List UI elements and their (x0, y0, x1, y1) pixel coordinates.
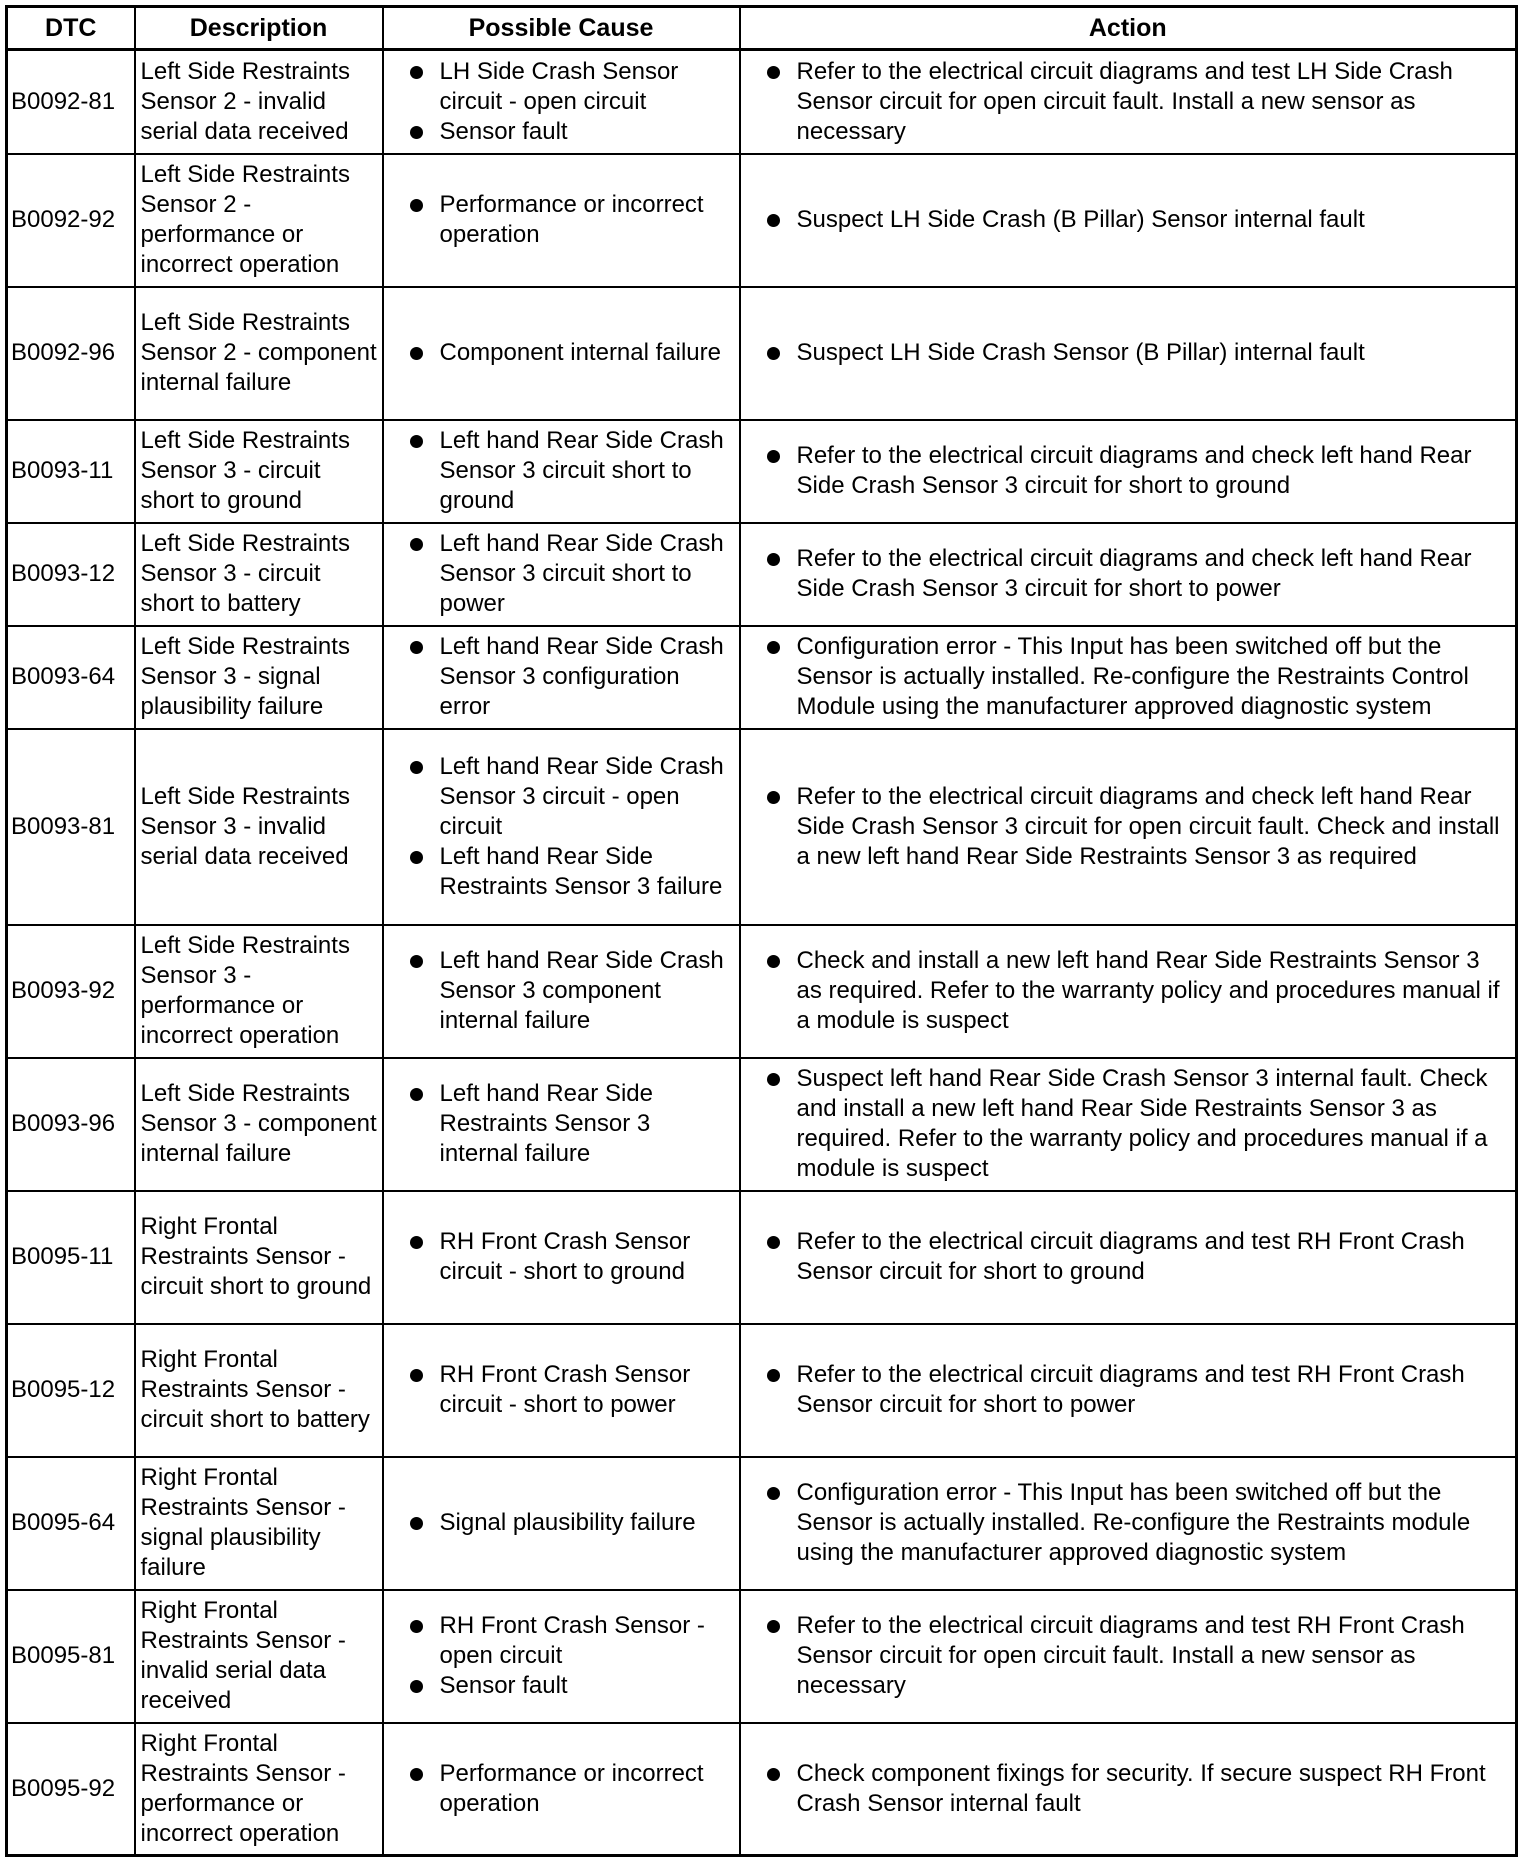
dtc-description: Left Side Restraints Sensor 2 - component internal failure (135, 287, 383, 420)
dtc-description: Left Side Restraints Sensor 3 - signal plausibility failure (135, 626, 383, 729)
header-row (7, 7, 1517, 50)
action-list (749, 1064, 1510, 1184)
table-row (7, 1590, 1517, 1723)
dtc-description: Left Side Restraints Sensor 2 - performance or incorrect operation (135, 154, 383, 287)
possible-cause-item: Left hand Rear Side Crash Sensor 3 component internal failure (392, 946, 735, 1036)
action-item: Check component fixings for security. If secure suspect RH Front Crash Sensor internal fault (749, 1759, 1510, 1819)
possible-cause-list (392, 529, 735, 619)
possible-cause-list (392, 1611, 735, 1701)
possible-cause-item: RH Front Crash Sensor circuit - short to ground (392, 1227, 735, 1287)
action-item: Refer to the electrical circuit diagrams and test LH Side Crash Sensor circuit for open circuit fault. Install a new sensor as necessary (749, 57, 1510, 147)
dtc-code: B0093-92 (7, 925, 135, 1058)
dtc-code: B0093-12 (7, 523, 135, 626)
possible-cause-cell (383, 523, 740, 626)
possible-cause-item: Performance or incorrect operation (392, 190, 735, 250)
dtc-code: B0095-81 (7, 1590, 135, 1723)
possible-cause-cell (383, 1058, 740, 1191)
action-list (749, 205, 1510, 235)
possible-cause-item: Left hand Rear Side Crash Sensor 3 circuit short to ground (392, 426, 735, 516)
dtc-description: Left Side Restraints Sensor 3 - performance or incorrect operation (135, 925, 383, 1058)
action-cell (740, 50, 1517, 154)
header-dtc: DTC (7, 7, 135, 50)
table-row (7, 1058, 1517, 1191)
action-item: Configuration error - This Input has been switched off but the Sensor is actually installed. Re-configure the Restraints Control Module using the manufacturer approved diagnostic system (749, 632, 1510, 722)
possible-cause-item: Sensor fault (392, 1671, 735, 1701)
action-item: Refer to the electrical circuit diagrams and test RH Front Crash Sensor circuit for open circuit fault. Install a new sensor as necessary (749, 1611, 1510, 1701)
dtc-description: Right Frontal Restraints Sensor - signal plausibility failure (135, 1457, 383, 1590)
dtc-code: B0092-96 (7, 287, 135, 420)
action-cell (740, 1457, 1517, 1590)
dtc-description: Left Side Restraints Sensor 2 - invalid serial data received (135, 50, 383, 154)
possible-cause-item: Component internal failure (392, 338, 735, 368)
action-list (749, 338, 1510, 368)
possible-cause-list (392, 1759, 735, 1819)
action-list (749, 1478, 1510, 1568)
possible-cause-item: Left hand Rear Side Crash Sensor 3 circuit - open circuit (392, 752, 735, 842)
table-row (7, 925, 1517, 1058)
table-row (7, 523, 1517, 626)
action-item: Refer to the electrical circuit diagrams and test RH Front Crash Sensor circuit for short to power (749, 1360, 1510, 1420)
possible-cause-item: Sensor fault (392, 117, 735, 147)
possible-cause-cell (383, 729, 740, 925)
action-list (749, 57, 1510, 147)
dtc-description: Left Side Restraints Sensor 3 - circuit short to battery (135, 523, 383, 626)
action-cell (740, 420, 1517, 523)
dtc-description: Left Side Restraints Sensor 3 - circuit short to ground (135, 420, 383, 523)
dtc-code: B0095-12 (7, 1324, 135, 1457)
dtc-code: B0092-92 (7, 154, 135, 287)
possible-cause-cell (383, 1590, 740, 1723)
action-list (749, 1360, 1510, 1420)
action-cell (740, 1191, 1517, 1324)
action-list (749, 441, 1510, 501)
action-item: Suspect left hand Rear Side Crash Sensor 3 internal fault. Check and install a new left hand Rear Side Restraints Sensor 3 as required. Refer to the warranty policy and procedures manual if a module is suspect (749, 1064, 1510, 1184)
action-list (749, 544, 1510, 604)
possible-cause-item: LH Side Crash Sensor circuit - open circuit (392, 57, 735, 117)
table-body (7, 50, 1517, 1856)
dtc-description: Right Frontal Restraints Sensor - circuit short to battery (135, 1324, 383, 1457)
action-item: Refer to the electrical circuit diagrams and check left hand Rear Side Crash Sensor 3 circuit for short to power (749, 544, 1510, 604)
possible-cause-item: Performance or incorrect operation (392, 1759, 735, 1819)
header-possible-cause: Possible Cause (383, 7, 740, 50)
possible-cause-cell (383, 50, 740, 154)
table-row (7, 1191, 1517, 1324)
possible-cause-list (392, 752, 735, 902)
action-cell (740, 1723, 1517, 1856)
possible-cause-cell (383, 420, 740, 523)
possible-cause-item: Left hand Rear Side Crash Sensor 3 configuration error (392, 632, 735, 722)
possible-cause-item: Left hand Rear Side Restraints Sensor 3 failure (392, 842, 735, 902)
action-item: Configuration error - This Input has been switched off but the Sensor is actually installed. Re-configure the Restraints module using the manufacturer approved diagnostic system (749, 1478, 1510, 1568)
dtc-table (5, 5, 1518, 1857)
dtc-description: Left Side Restraints Sensor 3 - component internal failure (135, 1058, 383, 1191)
table-row (7, 1324, 1517, 1457)
action-list (749, 782, 1510, 872)
action-item: Refer to the electrical circuit diagrams and check left hand Rear Side Crash Sensor 3 circuit for short to ground (749, 441, 1510, 501)
possible-cause-item: RH Front Crash Sensor circuit - short to power (392, 1360, 735, 1420)
dtc-description: Right Frontal Restraints Sensor - invalid serial data received (135, 1590, 383, 1723)
action-cell (740, 1324, 1517, 1457)
possible-cause-list (392, 632, 735, 722)
action-cell (740, 925, 1517, 1058)
possible-cause-list (392, 946, 735, 1036)
table-row (7, 287, 1517, 420)
possible-cause-list (392, 338, 735, 368)
action-item: Refer to the electrical circuit diagrams and test RH Front Crash Sensor circuit for short to ground (749, 1227, 1510, 1287)
dtc-code: B0095-64 (7, 1457, 135, 1590)
dtc-description: Right Frontal Restraints Sensor - performance or incorrect operation (135, 1723, 383, 1856)
possible-cause-cell (383, 1457, 740, 1590)
table-row (7, 729, 1517, 925)
table-row (7, 626, 1517, 729)
action-item: Check and install a new left hand Rear Side Restraints Sensor 3 as required. Refer to the warranty policy and procedures manual if a module is suspect (749, 946, 1510, 1036)
action-list (749, 1759, 1510, 1819)
dtc-table-page (5, 5, 1515, 1857)
action-cell (740, 1590, 1517, 1723)
possible-cause-list (392, 426, 735, 516)
possible-cause-cell (383, 626, 740, 729)
header-description: Description (135, 7, 383, 50)
table-row (7, 50, 1517, 154)
table-row (7, 154, 1517, 287)
action-cell (740, 626, 1517, 729)
possible-cause-list (392, 57, 735, 147)
action-cell (740, 287, 1517, 420)
action-list (749, 632, 1510, 722)
possible-cause-cell (383, 1191, 740, 1324)
table-row (7, 420, 1517, 523)
header-action: Action (740, 7, 1517, 50)
possible-cause-item: Left hand Rear Side Restraints Sensor 3 internal failure (392, 1079, 735, 1169)
dtc-code: B0095-11 (7, 1191, 135, 1324)
action-item: Suspect LH Side Crash (B Pillar) Sensor internal fault (749, 205, 1510, 235)
possible-cause-list (392, 190, 735, 250)
action-cell (740, 1058, 1517, 1191)
action-item: Refer to the electrical circuit diagrams and check left hand Rear Side Crash Sensor 3 circuit for open circuit fault. Check and install a new left hand Rear Side Restraints Sensor 3 as required (749, 782, 1510, 872)
possible-cause-list (392, 1227, 735, 1287)
possible-cause-cell (383, 287, 740, 420)
possible-cause-list (392, 1079, 735, 1169)
possible-cause-cell (383, 1723, 740, 1856)
possible-cause-cell (383, 1324, 740, 1457)
possible-cause-item: RH Front Crash Sensor - open circuit (392, 1611, 735, 1671)
possible-cause-list (392, 1360, 735, 1420)
possible-cause-item: Signal plausibility failure (392, 1508, 735, 1538)
action-list (749, 1227, 1510, 1287)
possible-cause-cell (383, 154, 740, 287)
dtc-description: Right Frontal Restraints Sensor - circuit short to ground (135, 1191, 383, 1324)
action-item: Suspect LH Side Crash Sensor (B Pillar) internal fault (749, 338, 1510, 368)
action-cell (740, 523, 1517, 626)
dtc-code: B0095-92 (7, 1723, 135, 1856)
action-cell (740, 154, 1517, 287)
possible-cause-list (392, 1508, 735, 1538)
dtc-code: B0093-64 (7, 626, 135, 729)
dtc-code: B0093-96 (7, 1058, 135, 1191)
table-row (7, 1457, 1517, 1590)
possible-cause-cell (383, 925, 740, 1058)
dtc-code: B0093-11 (7, 420, 135, 523)
dtc-description: Left Side Restraints Sensor 3 - invalid serial data received (135, 729, 383, 925)
possible-cause-item: Left hand Rear Side Crash Sensor 3 circuit short to power (392, 529, 735, 619)
action-list (749, 1611, 1510, 1701)
action-cell (740, 729, 1517, 925)
dtc-code: B0093-81 (7, 729, 135, 925)
dtc-code: B0092-81 (7, 50, 135, 154)
action-list (749, 946, 1510, 1036)
table-row (7, 1723, 1517, 1856)
